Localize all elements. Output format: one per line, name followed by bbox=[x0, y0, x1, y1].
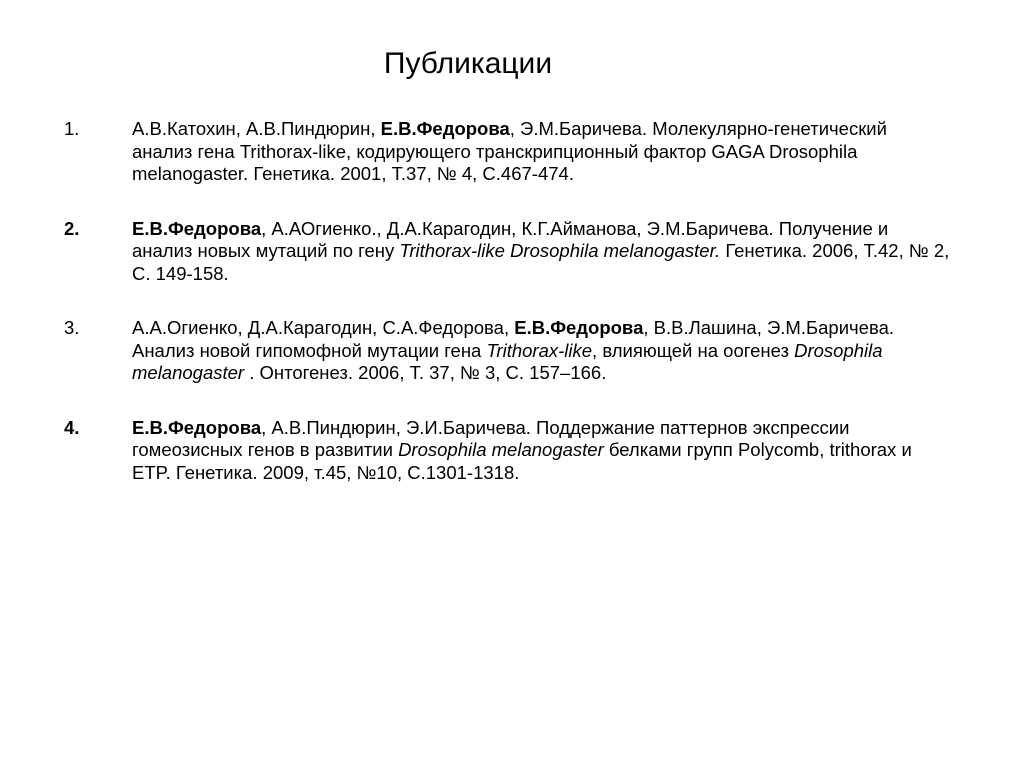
species-name: Trithorax-like Drosophila melanogaster. bbox=[399, 240, 721, 261]
publication-item-2 bbox=[64, 218, 964, 286]
citation-text: . Онтогенез. 2006, Т. 37, № 3, С. 157–166. bbox=[244, 362, 607, 383]
citation-text: Генетика. 2006, Т.42, № 2, С. 149-158. bbox=[132, 240, 950, 284]
authors-text: А.В.Катохин, А.В.Пиндюрин, bbox=[132, 118, 381, 139]
citation-text: , Э.М.Баричева. Молекулярно-генетический анализ гена Trithorax-like, кодирующего транскрипционный фактор GAGA Drosophila melanogaster. Генетика. 2001, Т.37, № 4, С.467-474. bbox=[132, 118, 887, 184]
publication-item-1 bbox=[64, 118, 964, 186]
highlighted-author: Е.В.Федорова bbox=[514, 317, 644, 338]
publication-list bbox=[64, 118, 964, 516]
publication-number: 4. bbox=[64, 416, 80, 438]
publication-text bbox=[132, 218, 952, 286]
publication-item-4 bbox=[64, 417, 964, 485]
species-name: Drosophila melanogaster bbox=[132, 339, 883, 383]
species-name: Drosophila melanogaster bbox=[398, 439, 604, 460]
publication-number: 2. bbox=[64, 217, 80, 239]
publication-text bbox=[132, 417, 952, 485]
highlighted-author: Е.В.Федорова bbox=[132, 416, 262, 438]
citation-text: , А.В.Пиндюрин, Э.И.Баричева. Поддержание паттернов экспрессии гомеозисных генов в развитии bbox=[132, 416, 850, 460]
highlighted-author: Е.В.Федорова bbox=[380, 118, 510, 139]
authors-text: А.А.Огиенко, Д.А.Карагодин, С.А.Федорова, bbox=[132, 317, 515, 338]
citation-text: , В.В.Лашина, Э.М.Баричева. Анализ новой гипомофной мутации гена bbox=[132, 317, 895, 361]
publication-item-3 bbox=[64, 317, 964, 385]
publication-text bbox=[132, 317, 952, 385]
authors-text: , А.АОгиенко., Д.А.Карагодин, К.Г.Айманова, Э.М.Баричева. Получение и анализ новых мутаций по гену bbox=[132, 217, 889, 261]
citation-text: белками групп Polycomb, trithorax и ETP. Генетика. 2009, т.45, №10, С.1301-1318. bbox=[132, 439, 912, 483]
highlighted-author: Е.В.Федорова bbox=[132, 217, 262, 239]
gene-name: Trithorax-like bbox=[486, 339, 593, 361]
publication-number: 3. bbox=[64, 317, 80, 338]
citation-text: , влияющей на оогенез bbox=[592, 339, 795, 361]
publication-text bbox=[132, 118, 952, 186]
page-title: Публикации bbox=[383, 47, 553, 81]
publication-number: 1. bbox=[64, 118, 80, 139]
